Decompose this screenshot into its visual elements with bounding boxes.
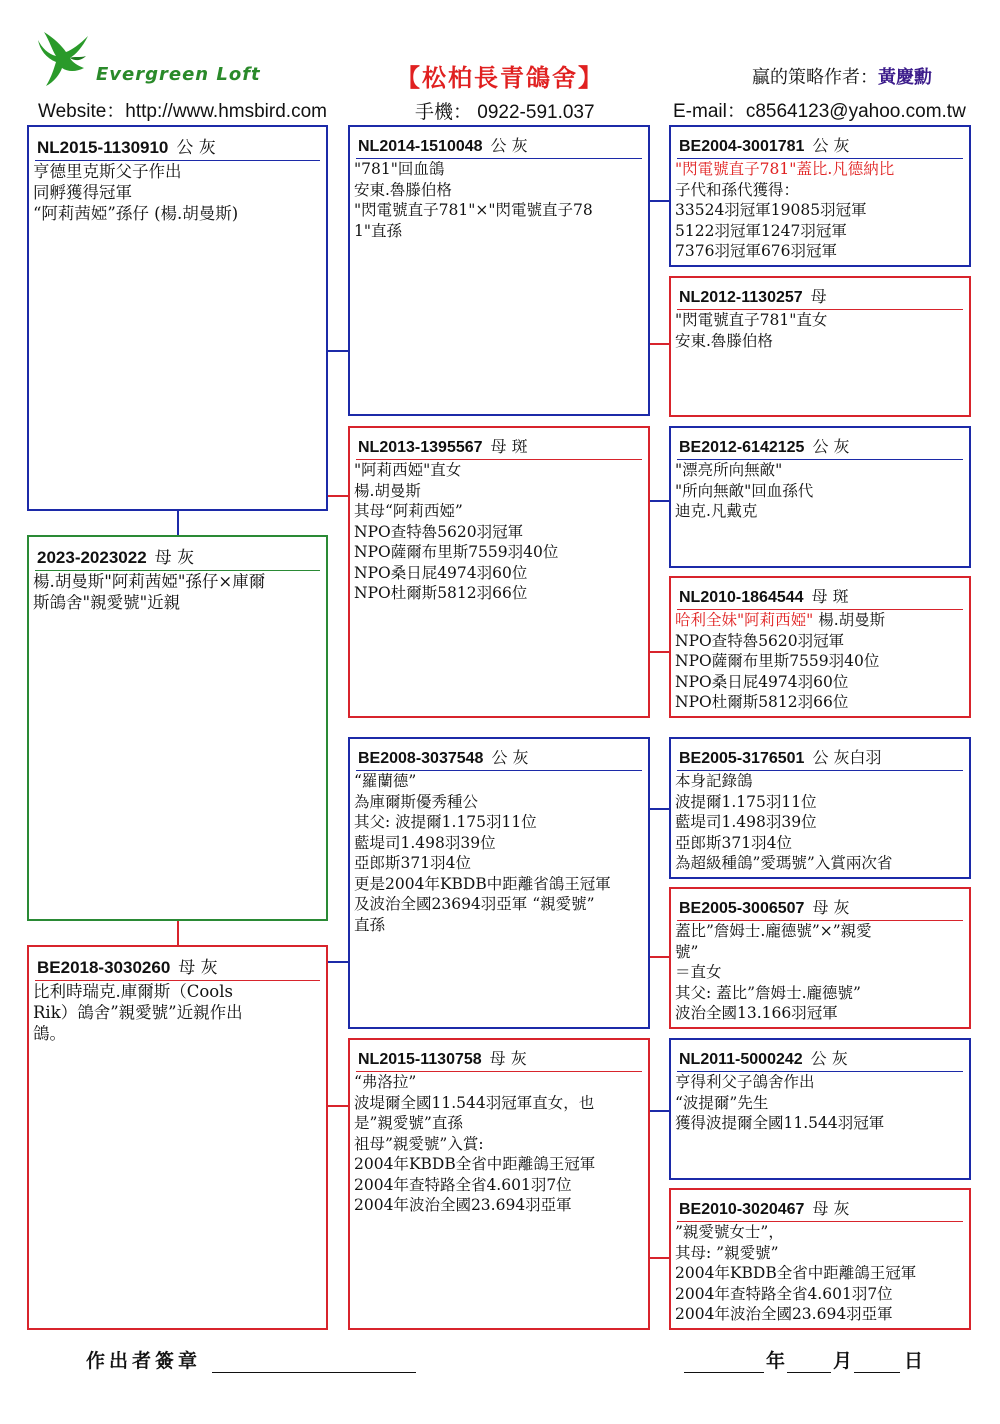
ring-number: NL2015-1130758 xyxy=(358,1051,482,1068)
sex-color: 公 灰 xyxy=(812,437,850,456)
card-description: ”親愛號女士”， 其母: ”親愛號” 2004年KBDB全省中距離鴿王冠軍 2004年查特路全省4.601羽7位 2004年波治全國23.694羽亞軍 xyxy=(675,1223,917,1323)
card-description: "781"回血鴿 安東.魯滕伯格 "閃電號直子781"×"閃電號直子78 1"直孫 xyxy=(354,160,593,240)
sex-color: 公 灰 xyxy=(812,136,850,155)
sex-color: 母 斑 xyxy=(490,437,528,456)
connector-line xyxy=(327,350,349,352)
subject-card xyxy=(27,535,328,921)
ancestor-card xyxy=(669,1188,971,1330)
sex-color: 公 灰白羽 xyxy=(812,748,882,767)
ancestor-card xyxy=(669,737,971,879)
dove-logo-icon xyxy=(36,28,92,90)
ring-number: BE2012-6142125 xyxy=(679,439,805,456)
grandsire-paternal-card xyxy=(348,125,650,416)
card-description: "閃電號直子781"直女 安東.魯滕伯格 xyxy=(675,311,828,350)
author-line xyxy=(752,63,932,89)
connector-line xyxy=(649,956,670,958)
sex-color: 母 灰 xyxy=(489,1049,527,1068)
day-label: 日 xyxy=(904,1350,924,1372)
sex-color: 母 灰 xyxy=(154,548,195,568)
ring-number: NL2010-1864544 xyxy=(679,589,804,606)
date-line xyxy=(684,1346,927,1373)
card-description: "阿莉西婭"直女 楊.胡曼斯 其母“阿莉西婭” NPO查特魯5620羽冠軍 NPO薩爾布里斯7559羽40位 NPO桑日屁4974羽60位 NPO杜爾斯5812羽66位 xyxy=(354,461,559,602)
month-field[interactable] xyxy=(787,1346,831,1373)
ring-number: NL2011-5000242 xyxy=(679,1051,803,1068)
sex-color: 公 灰 xyxy=(490,136,528,155)
ring-number: BE2004-3001781 xyxy=(679,138,805,155)
highlight-text: 哈利全妹"阿莉西婭" xyxy=(675,611,814,629)
granddam-maternal-card xyxy=(348,1038,650,1330)
connector-line xyxy=(327,961,349,963)
ring-number: BE2005-3006507 xyxy=(679,900,805,917)
highlight-text: "閃電號直子781"蓋比.凡德納比 xyxy=(675,160,895,178)
connector-line xyxy=(649,808,670,810)
connector-line xyxy=(649,500,670,502)
page-title: 【松柏長青鴿舍】 xyxy=(396,64,604,92)
sex-color: 母 灰 xyxy=(178,958,218,978)
grandsire-maternal-card xyxy=(348,737,650,1029)
email-text: E-mail：c8564123@yahoo.com.tw xyxy=(673,101,966,122)
granddam-paternal-card xyxy=(348,426,650,718)
author-name: 黃慶勳 xyxy=(878,67,932,88)
connector-line xyxy=(327,1105,349,1107)
sex-color: 母 灰 xyxy=(812,1199,850,1218)
ring-number: NL2015-1130910 xyxy=(37,138,169,157)
connector-line xyxy=(649,343,670,345)
ring-number: NL2014-1510048 xyxy=(358,138,483,155)
card-description: 楊.胡曼斯"阿莉茜婭"孫仔×庫爾 斯鴿舍"親愛號"近親 xyxy=(33,572,266,612)
card-description: 子代和孫代獲得： 33524羽冠軍19085羽冠軍 5122羽冠軍1247羽冠軍 7376羽冠軍676羽冠軍 xyxy=(675,180,867,260)
ring-number: NL2013-1395567 xyxy=(358,439,483,456)
signature-field[interactable] xyxy=(212,1346,416,1373)
ring-number: NL2012-1130257 xyxy=(679,289,803,306)
card-description: 楊.胡曼斯 NPO查特魯5620羽冠軍 NPO薩爾布里斯7559羽40位 NPO桑日屁4974羽60位 NPO杜爾斯5812羽66位 xyxy=(675,611,886,711)
year-field[interactable] xyxy=(684,1346,764,1373)
card-description: 本身記錄鴿 波提爾1.175羽11位 藍堤司1.498羽39位 亞郎斯371羽4位 為超級種鴿”愛瑪號”入賞兩次省 xyxy=(675,772,893,872)
card-description: 亨德里克斯父子作出 同孵獲得冠軍 “阿莉茜婭”孫仔 (楊.胡曼斯) xyxy=(33,162,239,223)
ancestor-card xyxy=(669,276,971,417)
card-description: 比利時瑞克.庫爾斯（Cools Rik）鴿舍”親愛號”近親作出 鴿。 xyxy=(33,982,243,1043)
month-label: 月 xyxy=(833,1350,853,1372)
ring-number: BE2010-3020467 xyxy=(679,1201,805,1218)
connector-line xyxy=(177,510,179,537)
year-label: 年 xyxy=(766,1350,786,1372)
ring-number: BE2008-3037548 xyxy=(358,750,484,767)
ancestor-card xyxy=(669,125,971,267)
author-label: 贏的策略作者： xyxy=(752,67,878,88)
ancestor-card xyxy=(669,1038,971,1180)
ring-number: BE2018-3030260 xyxy=(37,958,171,977)
website-text: Website：http://www.hmsbird.com xyxy=(38,101,327,122)
phone-text: 手機： 0922-591.037 xyxy=(415,102,595,123)
sex-color: 母 xyxy=(810,287,827,306)
sex-color: 公 灰 xyxy=(176,138,216,158)
dam-card xyxy=(27,945,328,1330)
signature-label: 作出者簽章 xyxy=(86,1350,202,1372)
ancestor-card xyxy=(669,887,971,1029)
connector-line xyxy=(327,495,349,497)
sex-color: 公 灰 xyxy=(810,1049,848,1068)
ring-number: 2023-2023022 xyxy=(37,548,147,567)
card-description: “羅蘭德” 為庫爾斯優秀種公 其父: 波提爾1.175羽11位 藍堤司1.498羽39位 亞郎斯371羽4位 更是2004年KBDB中距離省鴿王冠軍 及波治全國23694羽亞軍 “親愛號” 直孫 xyxy=(354,772,611,934)
ancestor-card xyxy=(669,576,971,718)
sex-color: 母 斑 xyxy=(811,587,849,606)
ancestor-card xyxy=(669,426,971,568)
signature-line xyxy=(86,1346,416,1373)
card-description: 蓋比”詹姆士.龐德號”×”親愛 號” ＝直女 其父: 蓋比”詹姆士.龐德號” 波治全國13.166羽冠軍 xyxy=(675,922,872,1022)
connector-line xyxy=(649,1257,670,1259)
connector-line xyxy=(177,919,179,946)
connector-line xyxy=(649,200,670,202)
card-description: “弗洛拉” 波堤爾全國11.544羽冠軍直女，也 是”親愛號”直孫 祖母”親愛號”入賞: 2004年KBDB全省中距離鴿王冠軍 2004年查特路全省4.601羽7位 2004年波治全國23.694羽亞軍 xyxy=(354,1073,596,1214)
card-description: "漂亮所向無敵" "所向無敵"回血孫代 迪克.凡戴克 xyxy=(675,461,814,520)
day-field[interactable] xyxy=(854,1346,900,1373)
connector-line xyxy=(649,651,670,653)
ring-number: BE2005-3176501 xyxy=(679,750,805,767)
sire-card xyxy=(27,125,328,511)
sex-color: 公 灰 xyxy=(491,748,529,767)
card-description: 亨得利父子鴿舍作出 “波提爾”先生 獲得波提爾全國11.544羽冠軍 xyxy=(675,1073,885,1132)
logo-text: Evergreen Loft xyxy=(96,64,261,85)
connector-line xyxy=(649,1110,670,1112)
sex-color: 母 灰 xyxy=(812,898,850,917)
